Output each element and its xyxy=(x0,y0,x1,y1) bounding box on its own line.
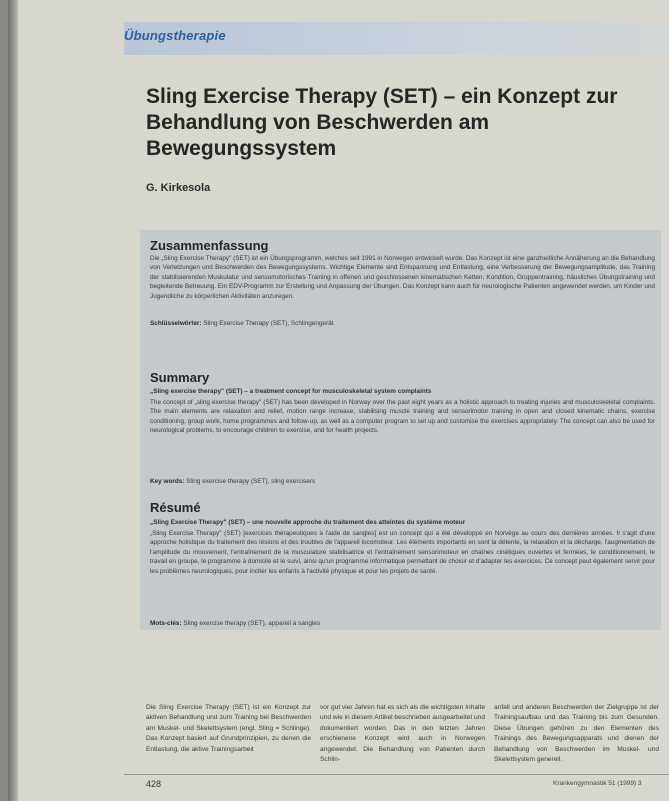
summary-subtitle: „Sling exercise therapy" (SET) – a treatment concept for musculoskeletal system complaints xyxy=(150,388,432,395)
keywords-label: Key words: xyxy=(150,478,185,485)
page-edge xyxy=(8,0,18,801)
keywords-text: Sling exercise therapy (SET), sling exercisers xyxy=(186,478,316,485)
zusammenfassung-keywords xyxy=(150,320,655,327)
summary-heading: Summary xyxy=(150,370,210,385)
summary-keywords xyxy=(150,478,655,485)
body-column-2: vor gut vier Jahren hat es sich als die wichtigsten Inhalte und wie in diesem Artikel beschrieben ausgearbeitet und dokumentiert worden. Das in den letzten Jahren erschienene Konzept wird auch in Norwegen angewendet. Die Behandlung von Patienten durch Schlin- xyxy=(320,704,485,764)
body-column-3: anfall und anderen Beschwerden der Zielgruppe ist der Trainingsaufbau und das Training bis zum Gesunden. Diese Übungen gehören zu den Elementen des Trainings des Bewegungsapparats und dienen der Behandlung von Beschwerden im Muskel- und Skelettsystem generell. xyxy=(494,704,659,764)
resume-body: „Sling Exercise Therapy" (SET) [exercices thérapeutiques à l'aide de sangles] est un concept qui a été développé en Norvège au cours des dernières années. Il s'agit d'une approche holistique du traitement des lésions et des troubles de l'appareil locomoteur. Les éléments importants en sont la détente, la relaxation et la décharge, l'augmentation de l'amplitude du mouvement, l'entraînement de la musculature stabilisatrice et l'entraînement sensorimoteur en chaînes cinétiques ouvertes et fermées, le conditionnement, le travail en groupe, le programme à domicile et le suivi, ainsi qu'un programme informatique permettant de choisir et d'adapter les exercices. Ce concept peut également servir pour les problèmes neurologiques, pour inciter les enfants à l'activité physique et pour les projets de santé. xyxy=(150,530,655,575)
zusammenfassung-body: Die „Sling Exercise Therapy" (SET) ist ein Übungsprogramm, welches seit 1991 in Norwegen entwickelt wurde. Das Konzept ist eine ganzheitliche Annäherung an die Behandlung von Verletzungen und Beschwerden des Bewegungssystems. Wichtige Elemente sind Entspannung und Entlastung, eine Verbesserung der Bewegungsamplitude, das Training der stabilisierenden Muskulatur und sensomotorisches Training in offenen und geschlossenen kinematischen Ketten, Kondition, Gruppentraining, häusliches Übungstraining und begleitende Betreuung. Ein EDV-Programm zur Erstellung und Anpassung der Übungen. Das Konzept kann auch für neurologische Patienten angewendet werden, um Kinder und Jugendliche zu körperlichen Aktivitäten anzuregen. xyxy=(150,255,655,300)
keywords-label: Mots-clés: xyxy=(150,620,182,627)
keywords-label: Schlüsselwörter: xyxy=(150,320,202,327)
keywords-text: Sling Exercise Therapy (SET), Schlingengerät xyxy=(203,320,334,327)
resume-subtitle: „Sling Exercise Therapy" (SET) – une nouvelle approche du traitement des atteintes du système moteur xyxy=(150,519,466,526)
zusammenfassung-heading: Zusammenfassung xyxy=(150,238,269,253)
keywords-text: Sling exercise therapy (SET), appareil à sangles xyxy=(183,620,321,627)
resume-keywords xyxy=(150,620,655,627)
footer-rule xyxy=(124,774,669,775)
page-number: 428 xyxy=(146,779,162,789)
document-page xyxy=(8,0,669,801)
article-author: G. Kirkesola xyxy=(146,182,211,194)
summary-body: The concept of „sling exercise therapy" (SET) has been developed in Norway over the past eight years as a holistic approach to treating injuries and musculoskeletal complaints. The main elements are relaxation and relief, motion range increase, stabilising muscle training and sensorimotor training in open and closed kinematic chains, exercise conditioning, group work, home programmes and follow-up, as well as a computer program to set up and customise the exercises appropriately. The concept can also be used for neurological problems, to encourage children to exercise, and for health projects. xyxy=(150,399,655,435)
resume-heading: Résumé xyxy=(150,500,201,515)
journal-citation: Krankengymnastik 51 (1999) 3 xyxy=(553,780,642,787)
body-column-1: Die Sling Exercise Therapy (SET) ist ein Konzept zur aktiven Behandlung und zum Training bei Beschwerden am Muskel- und Skelettsystem (engl. Sling = Schlinge). Das Konzept basiert auf Grundprinzipien, zu denen die Entlastung, die aktive Trainingsarbeit xyxy=(146,704,311,753)
section-label: Übungstherapie xyxy=(124,28,226,43)
article-title: Sling Exercise Therapy (SET) – ein Konzept zur Behandlung von Beschwerden am Bewegungssystem xyxy=(146,85,618,160)
